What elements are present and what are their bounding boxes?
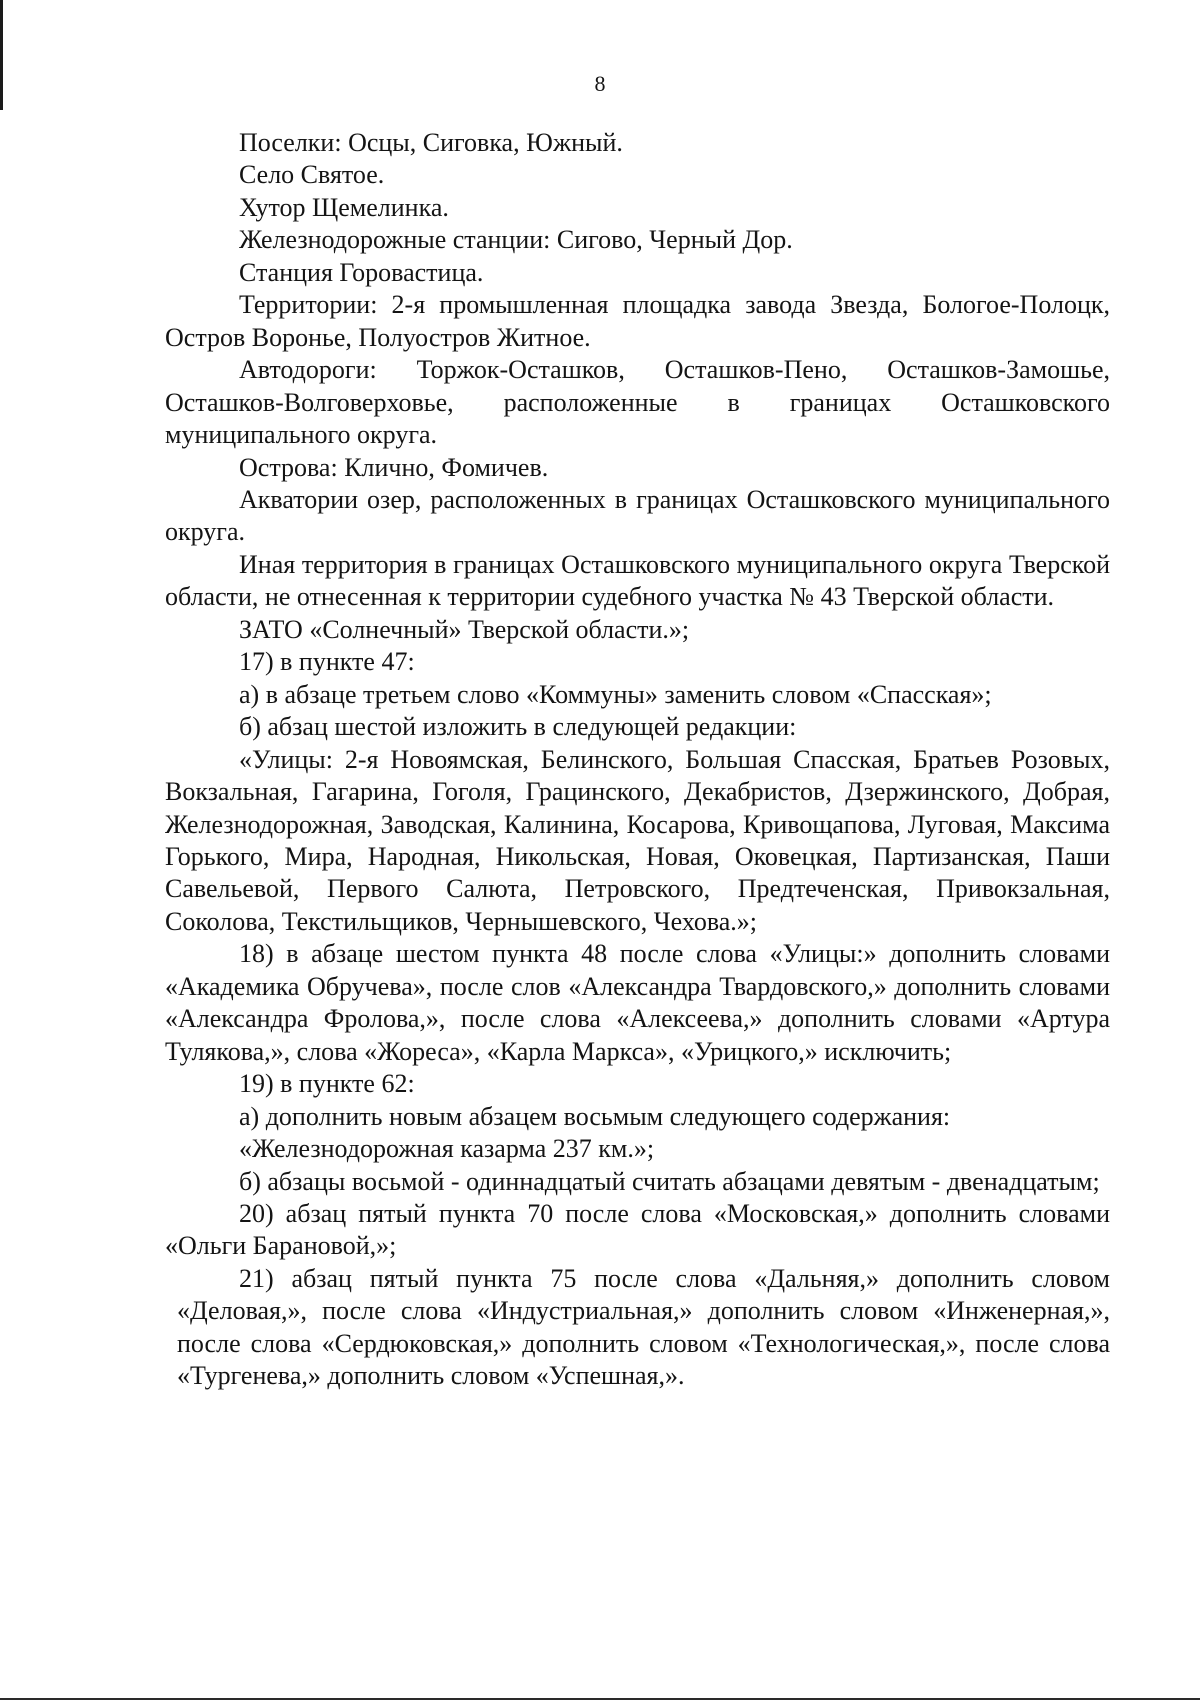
paragraph-station: Станция Горовастица. [239, 257, 484, 287]
paragraph-water-areas: Акватории озер, расположенных в границах Осташковского муниципального округа. [165, 484, 1110, 547]
paragraph-roads: Автодороги: Торжок-Осташков, Осташков-Пено, Осташков-Замошье, Осташков-Волговерховье, расположенные в границах Осташковского муниципального округа. [165, 355, 1110, 450]
paragraph-hamlet: Хутор Щемелинка. [239, 192, 449, 222]
page-number: 8 [594, 71, 606, 96]
paragraph-village: Село Святое. [239, 160, 385, 190]
paragraph-item-17: 17) в пункте 47: [239, 647, 415, 677]
paragraph-item-18: 18) в абзаце шестом пункта 48 после слова «Улицы:» дополнить словами «Академика Обручева», после слов «Александра Твардовского,» дополнить словами «Александра Фролова,», после слова «Алексеева,» дополнить словами «Артура Тулякова,», слова «Жореса», «Карла Маркса», «Урицкого,» исключить; [165, 939, 1110, 1066]
paragraph-railway-stations: Железнодорожные станции: Сигово, Черный Дор. [239, 225, 793, 255]
paragraph-territories: Территории: 2-я промышленная площадка завода Звезда, Бологое-Полоцк, Остров Воронье, Полуостров Житное. [165, 290, 1110, 352]
paragraph-islands: Острова: Клично, Фомичев. [239, 452, 549, 482]
paragraph-zato: ЗАТО «Солнечный» Тверской области.»; [239, 614, 690, 644]
paragraph-item-21: 21) абзац пятый пункта 75 после слова «Дальняя,» дополнить словом «Деловая,», после слова «Индустриальная,» дополнить словом «Инженерная,», после слова «Сердюковская,» дополнить словом «Технологическая,», после слова «Тургенева,» дополнить словом «Успешная,». [177, 1263, 1110, 1391]
paragraph-item-19b: б) абзацы восьмой - одиннадцатый считать абзацами девятым - двенадцатым; [239, 1166, 1100, 1196]
paragraph-settlements: Поселки: Осцы, Сиговка, Южный. [239, 128, 623, 157]
paragraph-other-territory: Иная территория в границах Осташковского муниципального округа Тверской области, не отнесенная к территории судебного участка № 43 Тверской области. [165, 549, 1110, 612]
document-body [165, 127, 1110, 1393]
paragraph-railway-barracks: «Железнодорожная казарма 237 км.»; [239, 1134, 655, 1164]
paragraph-item-17a: а) в абзаце третьем слово «Коммуны» заменить словом «Спасская»; [239, 679, 992, 709]
paragraph-streets-list: «Улицы: 2-я Новоямская, Белинского, Большая Спасская, Братьев Розовых, Вокзальная, Гагарина, Гоголя, Грацинского, Декабристов, Дзержинского, Добрая, Железнодорожная, Заводская, Калинина, Косарова, Кривощапова, Луговая, Максима Горького, Мира, Народная, Никольская, Новая, Оковецкая, Партизанская, Паши Савельевой, Первого Салюта, Петровского, Предтеченская, Привокзальная, Соколова, Текстильщиков, Чернышевского, Чехова.»; [165, 744, 1110, 936]
paragraph-item-19: 19) в пункте 62: [239, 1069, 415, 1099]
paragraph-item-20: 20) абзац пятый пункта 70 после слова «Московская,» дополнить словами «Ольги Барановой,»; [165, 1198, 1110, 1261]
scan-edge-bottom [0, 1698, 1200, 1700]
paragraph-item-17b: б) абзац шестой изложить в следующей редакции: [239, 712, 797, 742]
paragraph-item-19a: а) дополнить новым абзацем восьмым следующего содержания: [239, 1101, 951, 1131]
